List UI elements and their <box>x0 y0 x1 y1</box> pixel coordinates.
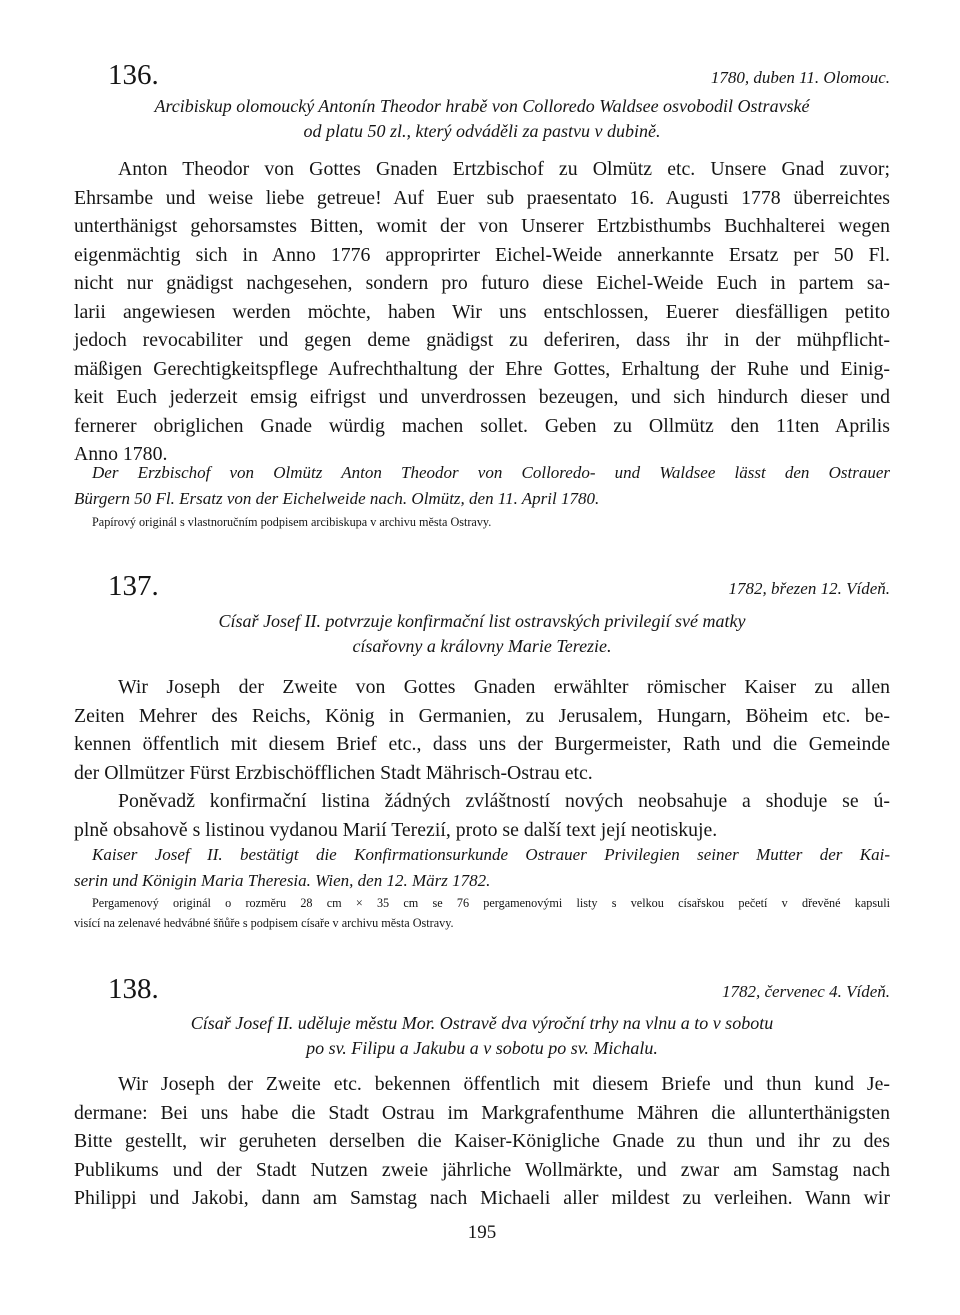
archival-note <box>74 893 890 933</box>
document-date: 1782, březen 12. Vídeň. <box>728 579 890 598</box>
text-line: Poněvadž konfirmační listina žádných zvláštností nových neobsahuje a shoduje se ú- <box>118 790 890 812</box>
note-line: Pergamenový originál o rozměru 28 cm × 35 cm se 76 pergamenovými listy s velkou císařskou pečetí v dřevěné kapsuli <box>92 896 890 910</box>
text-line: unterthänigst gehorsamstes Bitten, womit der von Unserer Ertzbisthumbs Buchhalterei wegen <box>74 215 890 237</box>
czech-summary <box>74 94 890 144</box>
czech-summary <box>74 609 890 659</box>
summary-line: Císař Josef II. uděluje městu Mor. Ostravě dva výroční trhy na vlnu a to v sobotu <box>190 1013 774 1033</box>
text-line: Ehrsambe und weise liebe getreue! Auf Euer sub praesentato 16. Augusti 1778 überreichtes <box>74 186 890 209</box>
summary-line: Der Erzbischof von Olmütz Anton Theodor von Colloredo- und Waldsee lässt den Ostrauer <box>92 463 890 482</box>
text-line: eigenmächtig sich in Anno 1776 approprirter Eichel-Weide annerkannte Ersatz per 50 Fl. <box>74 243 890 266</box>
summary-line: Císař Josef II. potvrzuje konfirmační list ostravských privilegií své matky <box>218 611 746 631</box>
document-date: 1780, duben 11. Olomouc. <box>710 68 890 87</box>
summary-line: Bürgern 50 Fl. Ersatz von der Eichelweide nach. Olmütz, den 11. April 1780. <box>74 489 600 508</box>
text-line: plně obsahově s listinou vydanou Marií Terezií, proto se další text její neotiskuje. <box>74 818 718 841</box>
text-line: fernerer obriglichen Gnade würdig machen sollet. Geben zu Ollmütz den 11ten Aprilis <box>74 414 890 437</box>
document-136-header <box>74 50 890 90</box>
text-line: Wir Joseph der Zweite von Gottes Gnaden erwählter römischer Kaiser zu allen <box>118 676 890 698</box>
document-text <box>74 155 890 469</box>
document-text <box>74 1070 890 1213</box>
document-date: 1782, červenec 4. Vídeň. <box>721 982 890 1001</box>
czech-summary <box>74 1011 890 1061</box>
document-137-header <box>74 561 890 601</box>
summary-line: serin und Königin Maria Theresia. Wien, den 12. März 1782. <box>74 871 491 890</box>
summary-line: Arcibiskup olomoucký Antonín Theodor hrabě von Colloredo Waldsee osvobodil Ostravské <box>154 96 810 116</box>
text-line: Wir Joseph der Zweite etc. bekennen öffentlich mit diesem Briefe und thun kund Je- <box>118 1073 890 1095</box>
note-line: visící na zelenavé hedvábné šňůře s podpisem císaře v archivu města Ostravy. <box>74 916 454 930</box>
text-line: jedoch revocabiliter und gegen deme gnädigst zu deferiren, dass ihr in der mühpflicht- <box>74 329 890 351</box>
summary-line: císařovny a královny Marie Terezie. <box>352 636 612 656</box>
document-number: 136. <box>108 59 159 91</box>
summary-line: po sv. Filipu a Jakubu a v sobotu po sv. Michalu. <box>306 1038 658 1058</box>
document-138-header <box>74 964 890 1004</box>
text-line: der Ollmützer Fürst Erzbischöfflichen Stadt Mährisch-Ostrau etc. <box>74 761 593 784</box>
text-line: dermane: Bei uns habe die Stadt Ostrau im Markgrafenthume Mähren die allunterthänigsten <box>74 1101 890 1124</box>
summary-line: Kaiser Josef II. bestätigt die Konfirmationsurkunde Ostrauer Privilegien seiner Mutter der Kai- <box>92 845 890 864</box>
text-line: mäßigen Gerechtigkeitspflege Aufrechthaltung der Ehre Gottes, Erhaltung der Ruhe und Einig- <box>74 357 890 380</box>
text-line: larii angewiesen werden möchte, haben Wir uns entschlossen, Euerer diesfälligen petito <box>74 300 890 323</box>
document-number: 137. <box>108 570 159 602</box>
text-line: Bitte gestellt, wir geruheten derselben die Kaiser-Königliche Gnade zu thun und ihr zu des <box>74 1130 890 1152</box>
text-line: kennen öffentlich mit diesem Brief etc., dass uns der Burgermeister, Rath und die Gemeinde <box>74 733 890 755</box>
german-summary <box>74 460 890 512</box>
page-number: 195 <box>467 1222 497 1243</box>
document-text <box>74 673 890 844</box>
text-line: Anton Theodor von Gottes Gnaden Ertzbischof zu Olmütz etc. Unsere Gnad zuvor; <box>118 158 890 180</box>
text-line: Publikums und der Stadt Nutzen zweie jährliche Wollmärkte, und zwar am Samstag nach <box>74 1158 890 1181</box>
text-line: keit Euch jederzeit emsig eifrigst und unverdrossen bezeugen, und sich hindurch dieser und <box>74 386 890 408</box>
summary-line: od platu 50 zl., který odváděli za pastvu v dubině. <box>303 121 661 141</box>
text-line: Anno 1780. <box>74 443 168 465</box>
note-line: Papírový originál s vlastnoručním podpisem arcibiskupa v archivu města Ostravy. <box>92 515 492 529</box>
text-line: Philippi und Jakobi, dann am Samstag nach Michaeli aller mildest zu verleihen. Wann wir <box>74 1187 890 1209</box>
german-summary <box>74 842 890 894</box>
text-line: nicht nur gnädigst nachgesehen, sondern pro futuro diese Eichel-Weide Euch in partem sa- <box>74 272 890 294</box>
document-number: 138. <box>108 973 159 1005</box>
archival-note <box>74 512 890 532</box>
text-line: Zeiten Mehrer des Reichs, König in Germanien, zu Jerusalem, Hungarn, Böheim etc. be- <box>74 704 890 727</box>
